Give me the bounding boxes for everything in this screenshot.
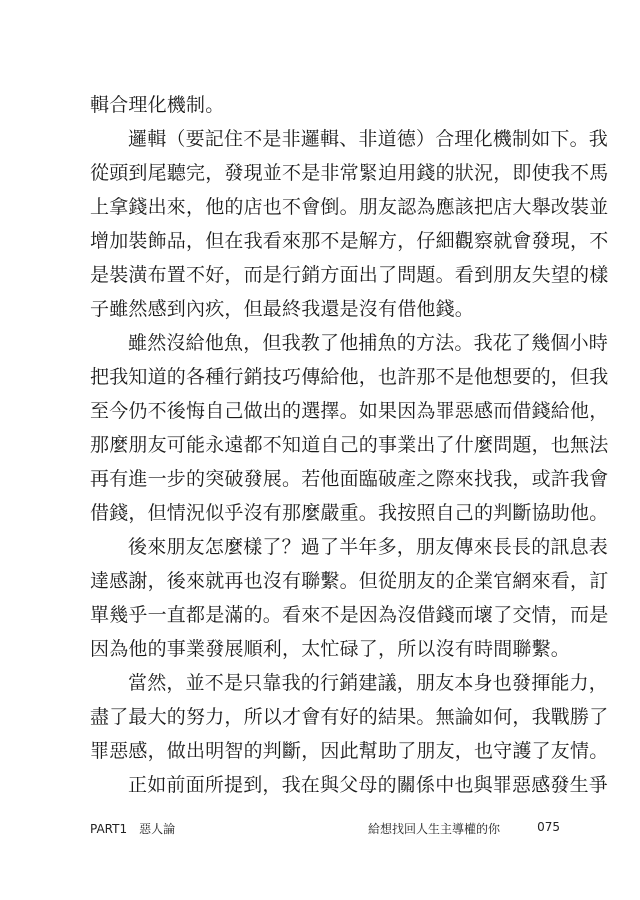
text-line: 雖然沒給他魚，但我教了他捕魚的方法。我花了幾個小時 — [128, 332, 609, 354]
text-line: 罪惡感，做出明智的判斷，因此幫助了朋友，也守護了友情。 — [90, 740, 609, 762]
text-line: 盡了最大的努力，所以才會有好的結果。無論如何，我戰勝了 — [90, 706, 609, 728]
text-line: 達感謝，後來就再也沒有聯繫。但從朋友的企業官網來看，訂 — [90, 570, 609, 592]
text-line: 那麼朋友可能永遠都不知道自己的事業出了什麼問題，也無法 — [90, 434, 609, 456]
text-line: 正如前面所提到，我在與父母的關係中也與罪惡感發生爭 — [128, 774, 609, 796]
text-line: 再有進一步的突破發展。若他面臨破產之際來找我，或許我會 — [90, 468, 609, 490]
text-line: 因為他的事業發展順利，太忙碌了，所以沒有時間聯繫。 — [90, 638, 571, 660]
text-line: 輯合理化機制。 — [90, 94, 225, 116]
text-line: 至今仍不後悔自己做出的選擇。如果因為罪惡感而借錢給他， — [90, 400, 609, 422]
text-line: 上拿錢出來，他的店也不會倒。朋友認為應該把店大舉改裝並 — [90, 196, 609, 218]
text-line: 當然，並不是只靠我的行銷建議，朋友本身也發揮能力， — [128, 672, 609, 694]
page-number: 075 — [537, 820, 560, 834]
footer-section: PART1 惡人論 — [90, 822, 176, 836]
text-line: 單幾乎一直都是滿的。看來不是因為沒借錢而壞了交情，而是 — [90, 604, 609, 626]
text-line: 後來朋友怎麼樣了？過了半年多，朋友傳來長長的訊息表 — [128, 536, 609, 558]
text-line: 借錢，但情況似乎沒有那麼嚴重。我按照自己的判斷協助他。 — [90, 502, 609, 524]
text-line: 從頭到尾聽完，發現並不是非常緊迫用錢的狀況，即使我不馬 — [90, 162, 609, 184]
text-line: 子雖然感到內疚，但最終我還是沒有借他錢。 — [90, 298, 475, 320]
text-line: 是裝潢布置不好，而是行銷方面出了問題。看到朋友失望的樣 — [90, 264, 609, 286]
footer-book-title: 給想找回人生主導權的你 — [368, 822, 501, 836]
body-text — [90, 88, 609, 802]
text-line: 邏輯（要記住不是非邏輯、非道德）合理化機制如下。我 — [128, 128, 609, 150]
text-line: 把我知道的各種行銷技巧傳給他，也許那不是他想要的，但我 — [90, 366, 609, 388]
text-line: 增加裝飾品，但在我看來那不是解方，仔細觀察就會發現，不 — [90, 230, 609, 252]
